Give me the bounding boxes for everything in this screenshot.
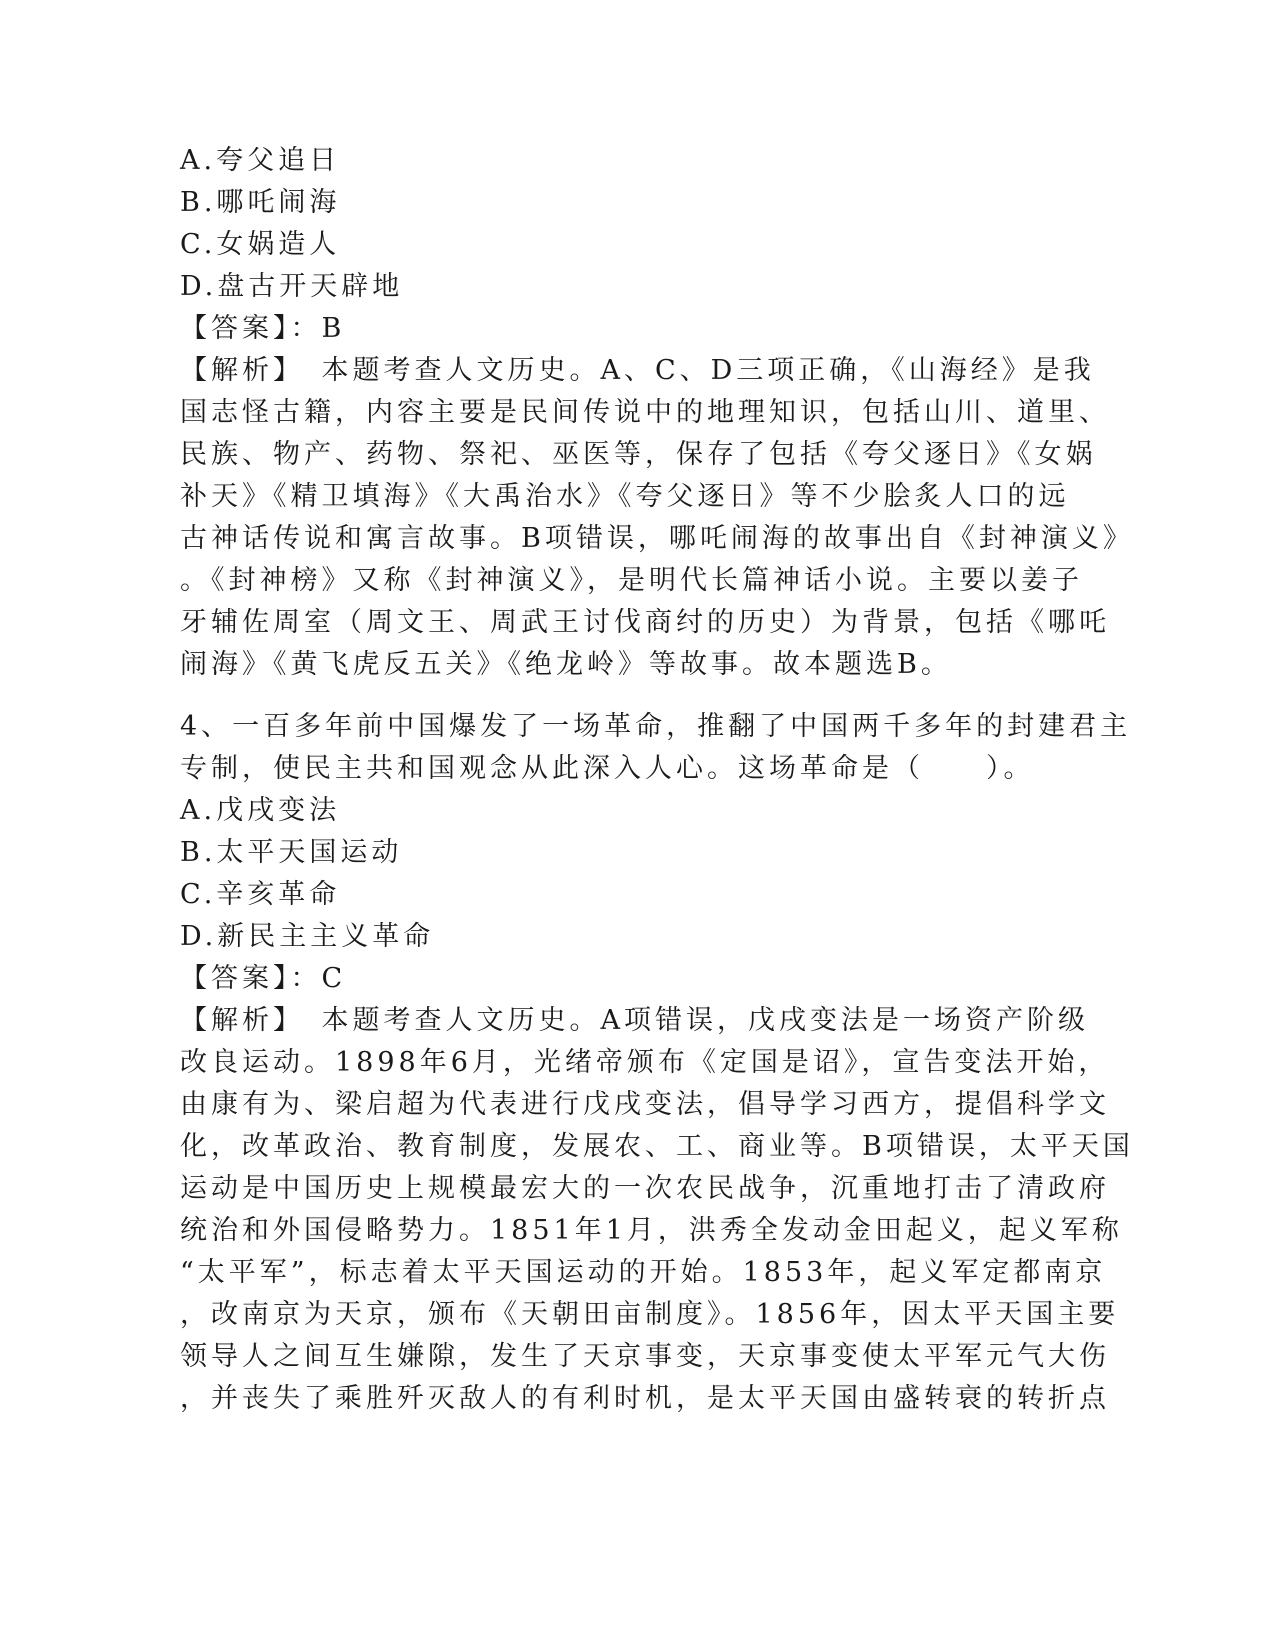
q3-analysis	[180, 350, 1134, 686]
question-spacer	[180, 686, 1080, 706]
q3-analysis-line: 闹海》《黄飞虎反五关》《绝龙岭》等故事。故本题选B。	[180, 649, 952, 680]
q3-analysis-line: 牙辅佐周室（周文王、周武王讨伐商纣的历史）为背景，包括《哪吒	[180, 607, 1110, 638]
q3-option-c: C.女娲造人	[180, 229, 341, 260]
q4-option-c: C.辛亥革命	[180, 879, 341, 910]
q4-question	[180, 706, 1132, 790]
q4-analysis-line: “太平军”，标志着太平天国运动的开始。1853年，起义军定都南京	[180, 1257, 1107, 1288]
q4-analysis-line: 改良运动。1898年6月，光绪帝颁布《定国是诏》，宣告变法开始，	[180, 1047, 1110, 1078]
q3-analysis-line: 国志怪古籍，内容主要是民间传说中的地理知识，包括山川、道里、	[180, 397, 1110, 428]
q3-option-a: A.夸父追日	[180, 145, 341, 176]
q4-option-a: A.戊戌变法	[180, 795, 341, 826]
q4-analysis-line: 化，改革政治、教育制度，发展农、工、商业等。B项错误，太平天国	[180, 1131, 1134, 1162]
q4-option-b: B.太平天国运动	[180, 837, 403, 868]
q3-option-b: B.哪吒闹海	[180, 187, 341, 218]
q3-analysis-line: 古神话传说和寓言故事。B项错误，哪吒闹海的故事出自《封神演义》	[180, 523, 1134, 554]
q4-answer: 【答案】：C	[180, 963, 347, 994]
q4-analysis	[180, 1000, 1134, 1420]
q4-analysis-line: 领导人之间互生嫌隙，发生了天京事变，天京事变使太平军元气大伤	[180, 1341, 1110, 1372]
q4-analysis-line: ，并丧失了乘胜歼灭敌人的有利时机，是太平天国由盛转衰的转折点	[180, 1383, 1110, 1414]
q4-question-line: 4、一百多年前中国爆发了一场革命，推翻了中国两千多年的封建君主	[180, 711, 1132, 742]
q3-analysis-line: 补天》《精卫填海》《大禹治水》《夸父逐日》等不少脍炙人口的远	[180, 481, 1070, 512]
q4-question-line: 专制，使民主共和国观念从此深入人心。这场革命是（ ）。	[180, 753, 1035, 784]
q4-analysis-line: ，改南京为天京，颁布《天朝田亩制度》。1856年，因太平天国主要	[180, 1299, 1120, 1330]
q3-analysis-line: 民族、物产、药物、祭祀、巫医等，保存了包括《夸父逐日》《女娲	[180, 439, 1097, 470]
q4-analysis-line: 【解析】 本题考查人文历史。A项错误，戊戌变法是一场资产阶级	[180, 1005, 1089, 1036]
q3-answer: 【答案】：B	[180, 313, 346, 344]
q4-analysis-line: 由康有为、梁启超为代表进行戊戌变法，倡导学习西方，提倡科学文	[180, 1089, 1110, 1120]
q3-option-d: D.盘古开天辟地	[180, 271, 404, 302]
q4-analysis-line: 统治和外国侵略势力。1851年1月，洪秀全发动金田起义，起义军称	[180, 1215, 1123, 1246]
q3-analysis-line: 。《封神榜》又称《封神演义》，是明代长篇神话小说。主要以姜子	[180, 565, 1083, 596]
q3-analysis-line: 【解析】 本题考查人文历史。A、C、D三项正确，《山海经》是我	[180, 355, 1095, 386]
q4-option-d: D.新民主主义革命	[180, 921, 435, 952]
text-column	[180, 140, 1134, 1420]
q4-analysis-line: 运动是中国历史上规模最宏大的一次农民战争，沉重地打击了清政府	[180, 1173, 1110, 1204]
